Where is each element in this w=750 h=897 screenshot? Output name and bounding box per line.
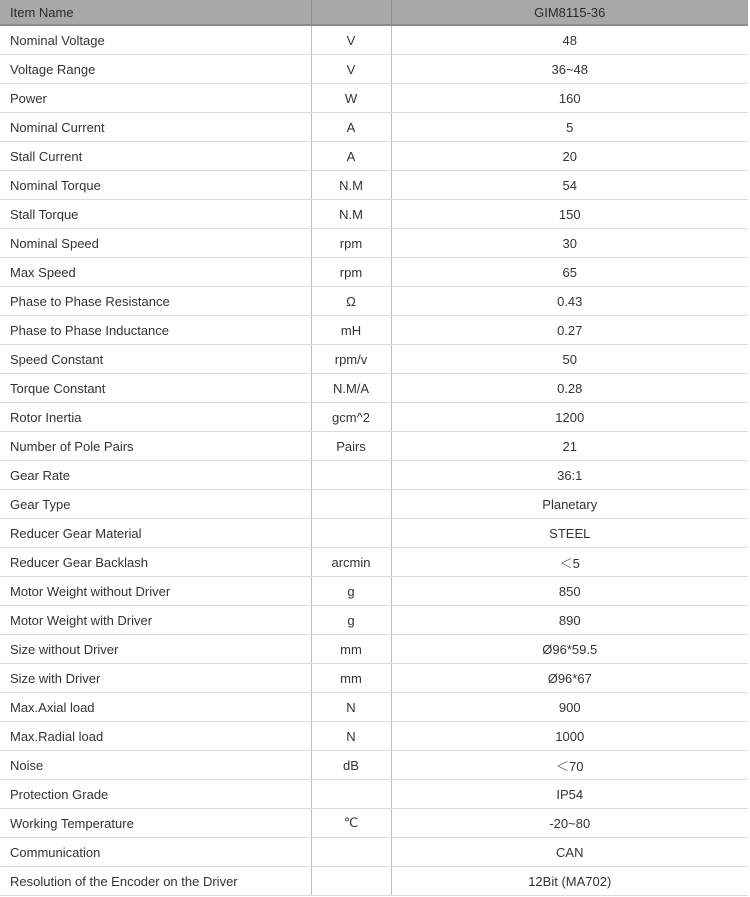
- spec-name: Stall Torque: [0, 200, 311, 229]
- spec-unit: g: [311, 577, 391, 606]
- spec-unit: dB: [311, 751, 391, 780]
- spec-name: Max Speed: [0, 258, 311, 287]
- spec-table-body: [0, 25, 748, 896]
- table-row: [0, 635, 748, 664]
- spec-value: CAN: [391, 838, 748, 867]
- table-row: [0, 751, 748, 780]
- spec-unit: mm: [311, 635, 391, 664]
- spec-unit: N: [311, 722, 391, 751]
- spec-value: 5: [391, 113, 748, 142]
- spec-value: IP54: [391, 780, 748, 809]
- table-row: [0, 113, 748, 142]
- table-row: [0, 461, 748, 490]
- spec-name: Rotor Inertia: [0, 403, 311, 432]
- spec-value: 890: [391, 606, 748, 635]
- spec-value: 1000: [391, 722, 748, 751]
- spec-value: 150: [391, 200, 748, 229]
- spec-name: Gear Type: [0, 490, 311, 519]
- table-row: [0, 55, 748, 84]
- table-row: [0, 374, 748, 403]
- table-row: [0, 867, 748, 896]
- spec-unit: [311, 519, 391, 548]
- spec-value: STEEL: [391, 519, 748, 548]
- spec-name: Number of Pole Pairs: [0, 432, 311, 461]
- spec-value: Ø96*67: [391, 664, 748, 693]
- table-row: [0, 577, 748, 606]
- spec-name: Stall Current: [0, 142, 311, 171]
- spec-value: ＜70: [391, 751, 748, 780]
- spec-name: Motor Weight with Driver: [0, 606, 311, 635]
- spec-name: Torque Constant: [0, 374, 311, 403]
- table-row: [0, 258, 748, 287]
- spec-name: Working Temperature: [0, 809, 311, 838]
- table-row: [0, 548, 748, 577]
- spec-unit: N.M: [311, 171, 391, 200]
- spec-name: Nominal Speed: [0, 229, 311, 258]
- spec-unit: A: [311, 113, 391, 142]
- table-row: [0, 287, 748, 316]
- spec-unit: W: [311, 84, 391, 113]
- spec-unit: V: [311, 55, 391, 84]
- spec-name: Power: [0, 84, 311, 113]
- spec-value: 1200: [391, 403, 748, 432]
- spec-unit: ℃: [311, 809, 391, 838]
- table-row: [0, 200, 748, 229]
- header-row: [0, 0, 748, 25]
- spec-unit: [311, 461, 391, 490]
- table-row: [0, 664, 748, 693]
- spec-unit: [311, 838, 391, 867]
- table-row: [0, 722, 748, 751]
- spec-name: Motor Weight without Driver: [0, 577, 311, 606]
- spec-unit: gcm^2: [311, 403, 391, 432]
- spec-unit: A: [311, 142, 391, 171]
- spec-name: Size without Driver: [0, 635, 311, 664]
- spec-value: Ø96*59.5: [391, 635, 748, 664]
- table-row: [0, 84, 748, 113]
- spec-value: 20: [391, 142, 748, 171]
- spec-value: ＜5: [391, 548, 748, 577]
- spec-unit: mH: [311, 316, 391, 345]
- spec-name: Reducer Gear Material: [0, 519, 311, 548]
- table-row: [0, 142, 748, 171]
- spec-unit: N.M/A: [311, 374, 391, 403]
- spec-name: Max.Axial load: [0, 693, 311, 722]
- spec-value: 160: [391, 84, 748, 113]
- spec-name: Max.Radial load: [0, 722, 311, 751]
- spec-value: 12Bit (MA702): [391, 867, 748, 896]
- header-item-name: Item Name: [0, 0, 311, 25]
- table-row: [0, 519, 748, 548]
- spec-name: Voltage Range: [0, 55, 311, 84]
- table-row: [0, 780, 748, 809]
- spec-unit: [311, 867, 391, 896]
- spec-value: 50: [391, 345, 748, 374]
- spec-unit: N: [311, 693, 391, 722]
- spec-unit: V: [311, 25, 391, 55]
- table-row: [0, 316, 748, 345]
- spec-unit: arcmin: [311, 548, 391, 577]
- spec-value: 0.28: [391, 374, 748, 403]
- spec-unit: rpm: [311, 258, 391, 287]
- table-row: [0, 490, 748, 519]
- table-row: [0, 606, 748, 635]
- table-row: [0, 229, 748, 258]
- spec-value: 48: [391, 25, 748, 55]
- table-row: [0, 693, 748, 722]
- spec-unit: mm: [311, 664, 391, 693]
- spec-name: Size with Driver: [0, 664, 311, 693]
- spec-unit: Pairs: [311, 432, 391, 461]
- spec-name: Phase to Phase Inductance: [0, 316, 311, 345]
- spec-unit: Ω: [311, 287, 391, 316]
- spec-name: Resolution of the Encoder on the Driver: [0, 867, 311, 896]
- table-row: [0, 403, 748, 432]
- table-row: [0, 432, 748, 461]
- spec-unit: rpm: [311, 229, 391, 258]
- spec-value: 30: [391, 229, 748, 258]
- spec-value: 36:1: [391, 461, 748, 490]
- spec-unit: N.M: [311, 200, 391, 229]
- table-row: [0, 345, 748, 374]
- spec-value: 900: [391, 693, 748, 722]
- header-unit: [311, 0, 391, 25]
- spec-name: Communication: [0, 838, 311, 867]
- spec-value: 850: [391, 577, 748, 606]
- spec-name: Gear Rate: [0, 461, 311, 490]
- spec-value: 0.43: [391, 287, 748, 316]
- table-row: [0, 809, 748, 838]
- spec-name: Noise: [0, 751, 311, 780]
- spec-unit: [311, 490, 391, 519]
- spec-unit: rpm/v: [311, 345, 391, 374]
- table-row: [0, 171, 748, 200]
- spec-name: Nominal Torque: [0, 171, 311, 200]
- spec-name: Reducer Gear Backlash: [0, 548, 311, 577]
- spec-value: 54: [391, 171, 748, 200]
- spec-name: Nominal Voltage: [0, 25, 311, 55]
- spec-value: 0.27: [391, 316, 748, 345]
- spec-value: 65: [391, 258, 748, 287]
- spec-name: Speed Constant: [0, 345, 311, 374]
- spec-unit: [311, 780, 391, 809]
- table-row: [0, 838, 748, 867]
- spec-value: 21: [391, 432, 748, 461]
- header-model: GIM8115-36: [391, 0, 748, 25]
- spec-name: Nominal Current: [0, 113, 311, 142]
- spec-name: Protection Grade: [0, 780, 311, 809]
- spec-value: Planetary: [391, 490, 748, 519]
- spec-unit: g: [311, 606, 391, 635]
- spec-name: Phase to Phase Resistance: [0, 287, 311, 316]
- table-row: [0, 25, 748, 55]
- spec-value: -20~80: [391, 809, 748, 838]
- spec-value: 36~48: [391, 55, 748, 84]
- spec-table-header: [0, 0, 748, 25]
